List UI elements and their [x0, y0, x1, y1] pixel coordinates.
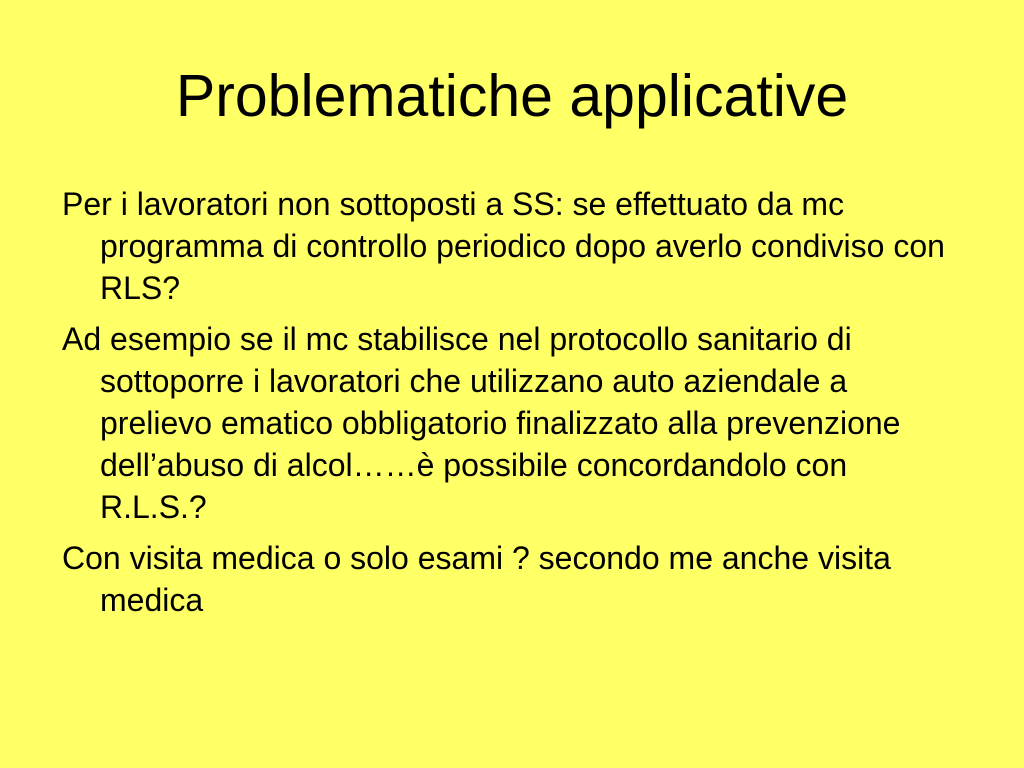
- slide-title: Problematiche applicative: [175, 63, 849, 129]
- paragraph-lavoratori-non-sottoposti: Per i lavoratori non sottoposti a SS: se effettuato da mc programma di controllo periodico dopo averlo condiviso con RLS?: [62, 186, 945, 306]
- paragraph-visita-medica: Con visita medica o solo esami ? secondo me anche visita medica: [62, 540, 891, 618]
- slide-body: [62, 183, 962, 630]
- paragraph-esempio-protocollo: Ad esempio se il mc stabilisce nel protocollo sanitario di sottoporre i lavoratori che utilizzano auto aziendale a prelievo ematico obbligatorio finalizzato alla prevenzione dell’abuso di alcol……è possibile concordandolo con R.L.S.?: [62, 321, 901, 525]
